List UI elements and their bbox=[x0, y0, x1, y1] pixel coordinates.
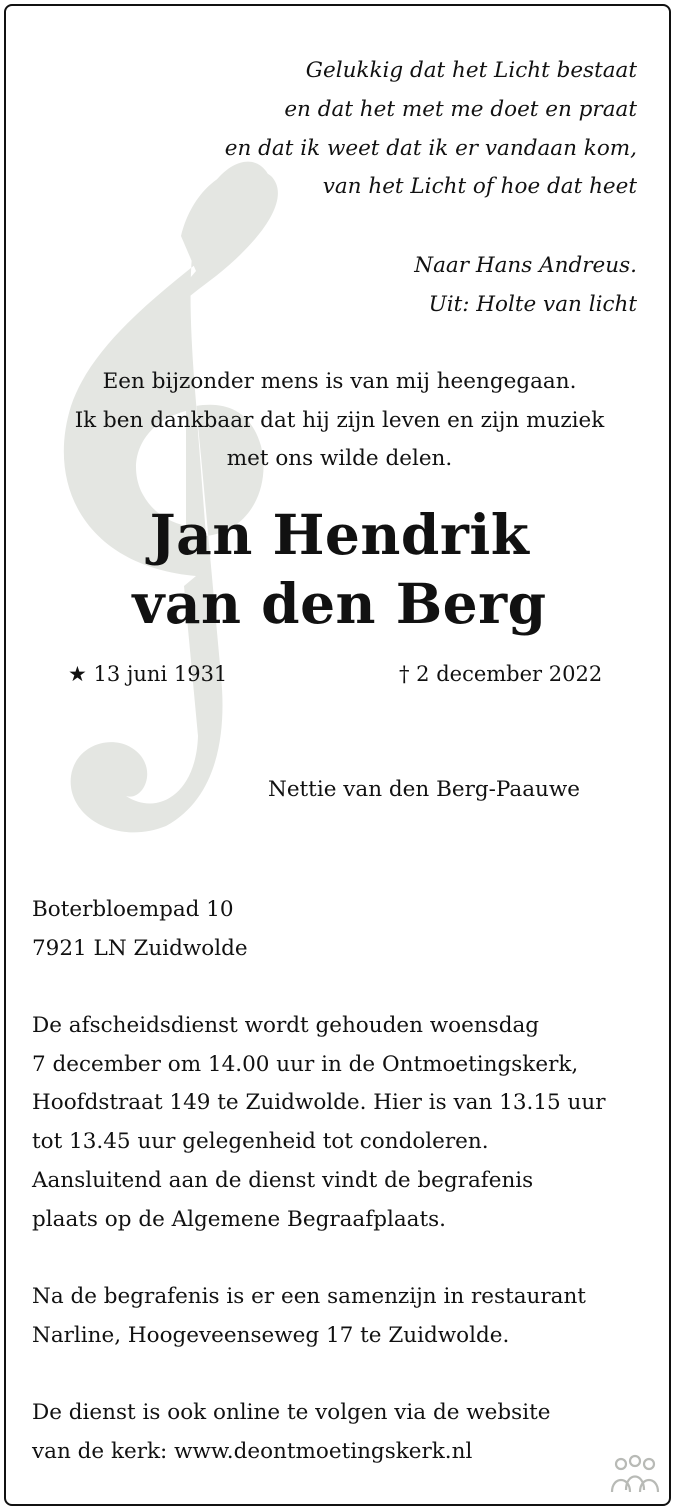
intro-line: Een bijzonder mens is van mij heengegaan. bbox=[102, 369, 577, 394]
attribution-line: Naar Hans Andreus. bbox=[414, 253, 637, 278]
intro-text bbox=[26, 363, 653, 479]
online-paragraph bbox=[32, 1394, 652, 1471]
intro-line: Ik ben dankbaar dat hij zijn leven en zijn muziek bbox=[74, 407, 605, 433]
birth-date: ★ 13 juni 1931 bbox=[68, 662, 228, 686]
gathering-paragraph bbox=[32, 1278, 652, 1355]
deceased-name bbox=[6, 500, 671, 638]
poem-line: Gelukkig dat het Licht bestaat bbox=[305, 58, 637, 83]
poem-line: van het Licht of hoe dat heet bbox=[322, 174, 637, 200]
obituary-card bbox=[4, 4, 671, 1506]
paragraph-line: Na de begrafenis is er een samenzijn in restaurant bbox=[32, 1284, 586, 1309]
poem-attribution bbox=[117, 247, 637, 324]
name-line: Jan Hendrik bbox=[149, 502, 530, 567]
paragraph-line: Hoofdstraat 149 te Zuidwolde. Hier is van 13.15 uur bbox=[32, 1090, 606, 1116]
paragraph-line: Aansluitend aan de dienst vindt de begrafenis bbox=[32, 1167, 534, 1193]
address-line: Boterbloempad 10 bbox=[32, 897, 234, 922]
poem bbox=[117, 52, 637, 207]
paragraph-line: De dienst is ook online te volgen via de website bbox=[32, 1400, 551, 1425]
name-line: van den Berg bbox=[132, 571, 547, 636]
poem-line: en dat ik weet dat ik er vandaan kom, bbox=[224, 135, 637, 161]
death-date: † 2 december 2022 bbox=[399, 662, 603, 686]
paragraph-line: 7 december om 14.00 uur in de Ontmoetingskerk, bbox=[32, 1051, 579, 1077]
address-block bbox=[32, 891, 248, 968]
poem-line: en dat het met me doet en praat bbox=[284, 96, 637, 122]
attribution-line: Uit: Holte van licht bbox=[428, 291, 637, 317]
paragraph-line: De afscheidsdienst wordt gehouden woensdag bbox=[32, 1013, 540, 1038]
address-line: 7921 LN Zuidwolde bbox=[32, 935, 248, 961]
paragraph-line: tot 13.45 uur gelegenheid tot condoleren. bbox=[32, 1129, 489, 1155]
people-group-icon bbox=[609, 1452, 661, 1494]
paragraph-line: Narline, Hoogeveenseweg 17 te Zuidwolde. bbox=[32, 1322, 510, 1348]
family-signature: Nettie van den Berg-Paauwe bbox=[268, 777, 581, 802]
intro-line: met ons wilde delen. bbox=[226, 446, 453, 471]
paragraph-line: van de kerk: www.deontmoetingskerk.nl bbox=[32, 1438, 473, 1464]
service-paragraph bbox=[32, 1007, 652, 1239]
paragraph-line: plaats op de Algemene Begraafplaats. bbox=[32, 1206, 446, 1232]
